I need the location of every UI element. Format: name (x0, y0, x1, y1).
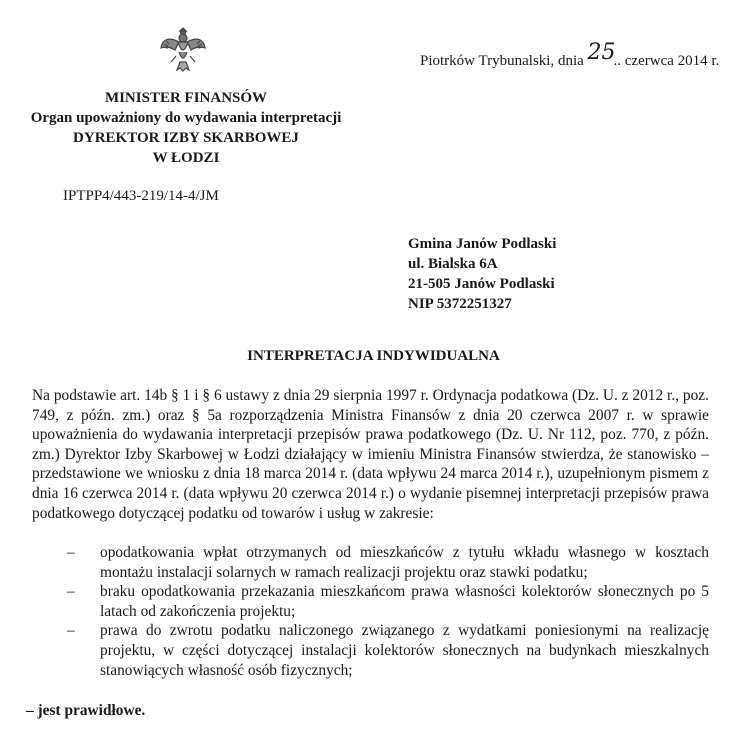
handwritten-day: 25 (587, 40, 616, 65)
place-and-date (420, 40, 720, 71)
scope-list (32, 543, 709, 680)
authority-line-1: MINISTER FINANSÓW (104, 90, 268, 106)
body-paragraph: Na podstawie art. 14b § 1 i § 6 ustawy z dnia 29 sierpnia 1997 r. Ordynacja podatkowa (Dz. U. z 2012 r., poz. 749, z późn. zm.) oraz § 5a rozporządzenia Ministra Finansów z dnia 20 czerwca 2007 r. w sprawie upoważnienia do wydawania interpretacji przepisów prawa podatkowego (Dz. U. Nr 112, poz. 770, z późn. zm.) Dyrektor Izby Skarbowej w Łodzi działający w imieniu Ministra Finansów stwierdza, że stanowisko – przedstawione we wniosku z dnia 18 marca 2014 r. (data wpływu 24 marca 2014 r.), uzupełnionym pismem z dnia 16 czerwca 2014 r. (data wpływu 20 czerwca 2014 r.) o wydanie pisemnej interpretacji przepisów prawa podatkowego dotyczącej podatku od towarów i usług w zakresie: (32, 387, 709, 522)
list-dash: – (67, 622, 75, 640)
list-item-text: prawa do zwrotu podatku naliczonego związanego z wydatkami poniesionymi na realizację projektu, w części dotyczącej instalacji kolektorów słonecznych na budynkach mieszkalnych stanowiących własność osób fizycznych; (100, 622, 709, 679)
list-item (32, 543, 709, 582)
list-dash: – (67, 544, 75, 561)
list-item-text: opodatkowania wpłat otrzymanych od mieszkańców z tytułu wkładu własnego w kosztach montażu instalacji solarnych w ramach realizacji projektu oraz stawki podatku; (100, 544, 709, 581)
case-reference: IPTPP4/443-219/14-4/JM (63, 188, 219, 204)
recipient-nip: NIP 5372251327 (408, 296, 512, 312)
place-date-suffix: czerwca 2014 r. (624, 53, 720, 69)
verdict: – jest prawidłowe. (26, 702, 146, 719)
list-dash: – (67, 583, 75, 601)
authority-line-3: DYREKTOR IZBY SKARBOWEJ (73, 130, 299, 146)
list-item-text: braku opodatkowania przekazania mieszkańcom prawa własności kolektorów słonecznych po 5 latach od zakończenia projektu; (100, 583, 709, 620)
polish-eagle-emblem-icon (158, 22, 208, 74)
recipient-city: 21-505 Janów Podlaski (408, 276, 555, 292)
date-dots: .. (613, 53, 622, 69)
issuing-authority (0, 88, 372, 168)
authority-line-2: Organ upoważniony do wydawania interpretacji (30, 110, 342, 126)
place-date-prefix: Piotrków Trybunalski, dnia (420, 53, 584, 69)
recipient-name: Gmina Janów Podlaski (408, 236, 557, 252)
list-item (32, 621, 709, 680)
document-title: INTERPRETACJA INDYWIDUALNA (247, 348, 500, 364)
recipient-address (408, 234, 556, 314)
list-item (32, 582, 709, 621)
authority-line-4: W ŁODZI (152, 150, 220, 166)
recipient-street: ul. Bialska 6A (408, 256, 498, 272)
